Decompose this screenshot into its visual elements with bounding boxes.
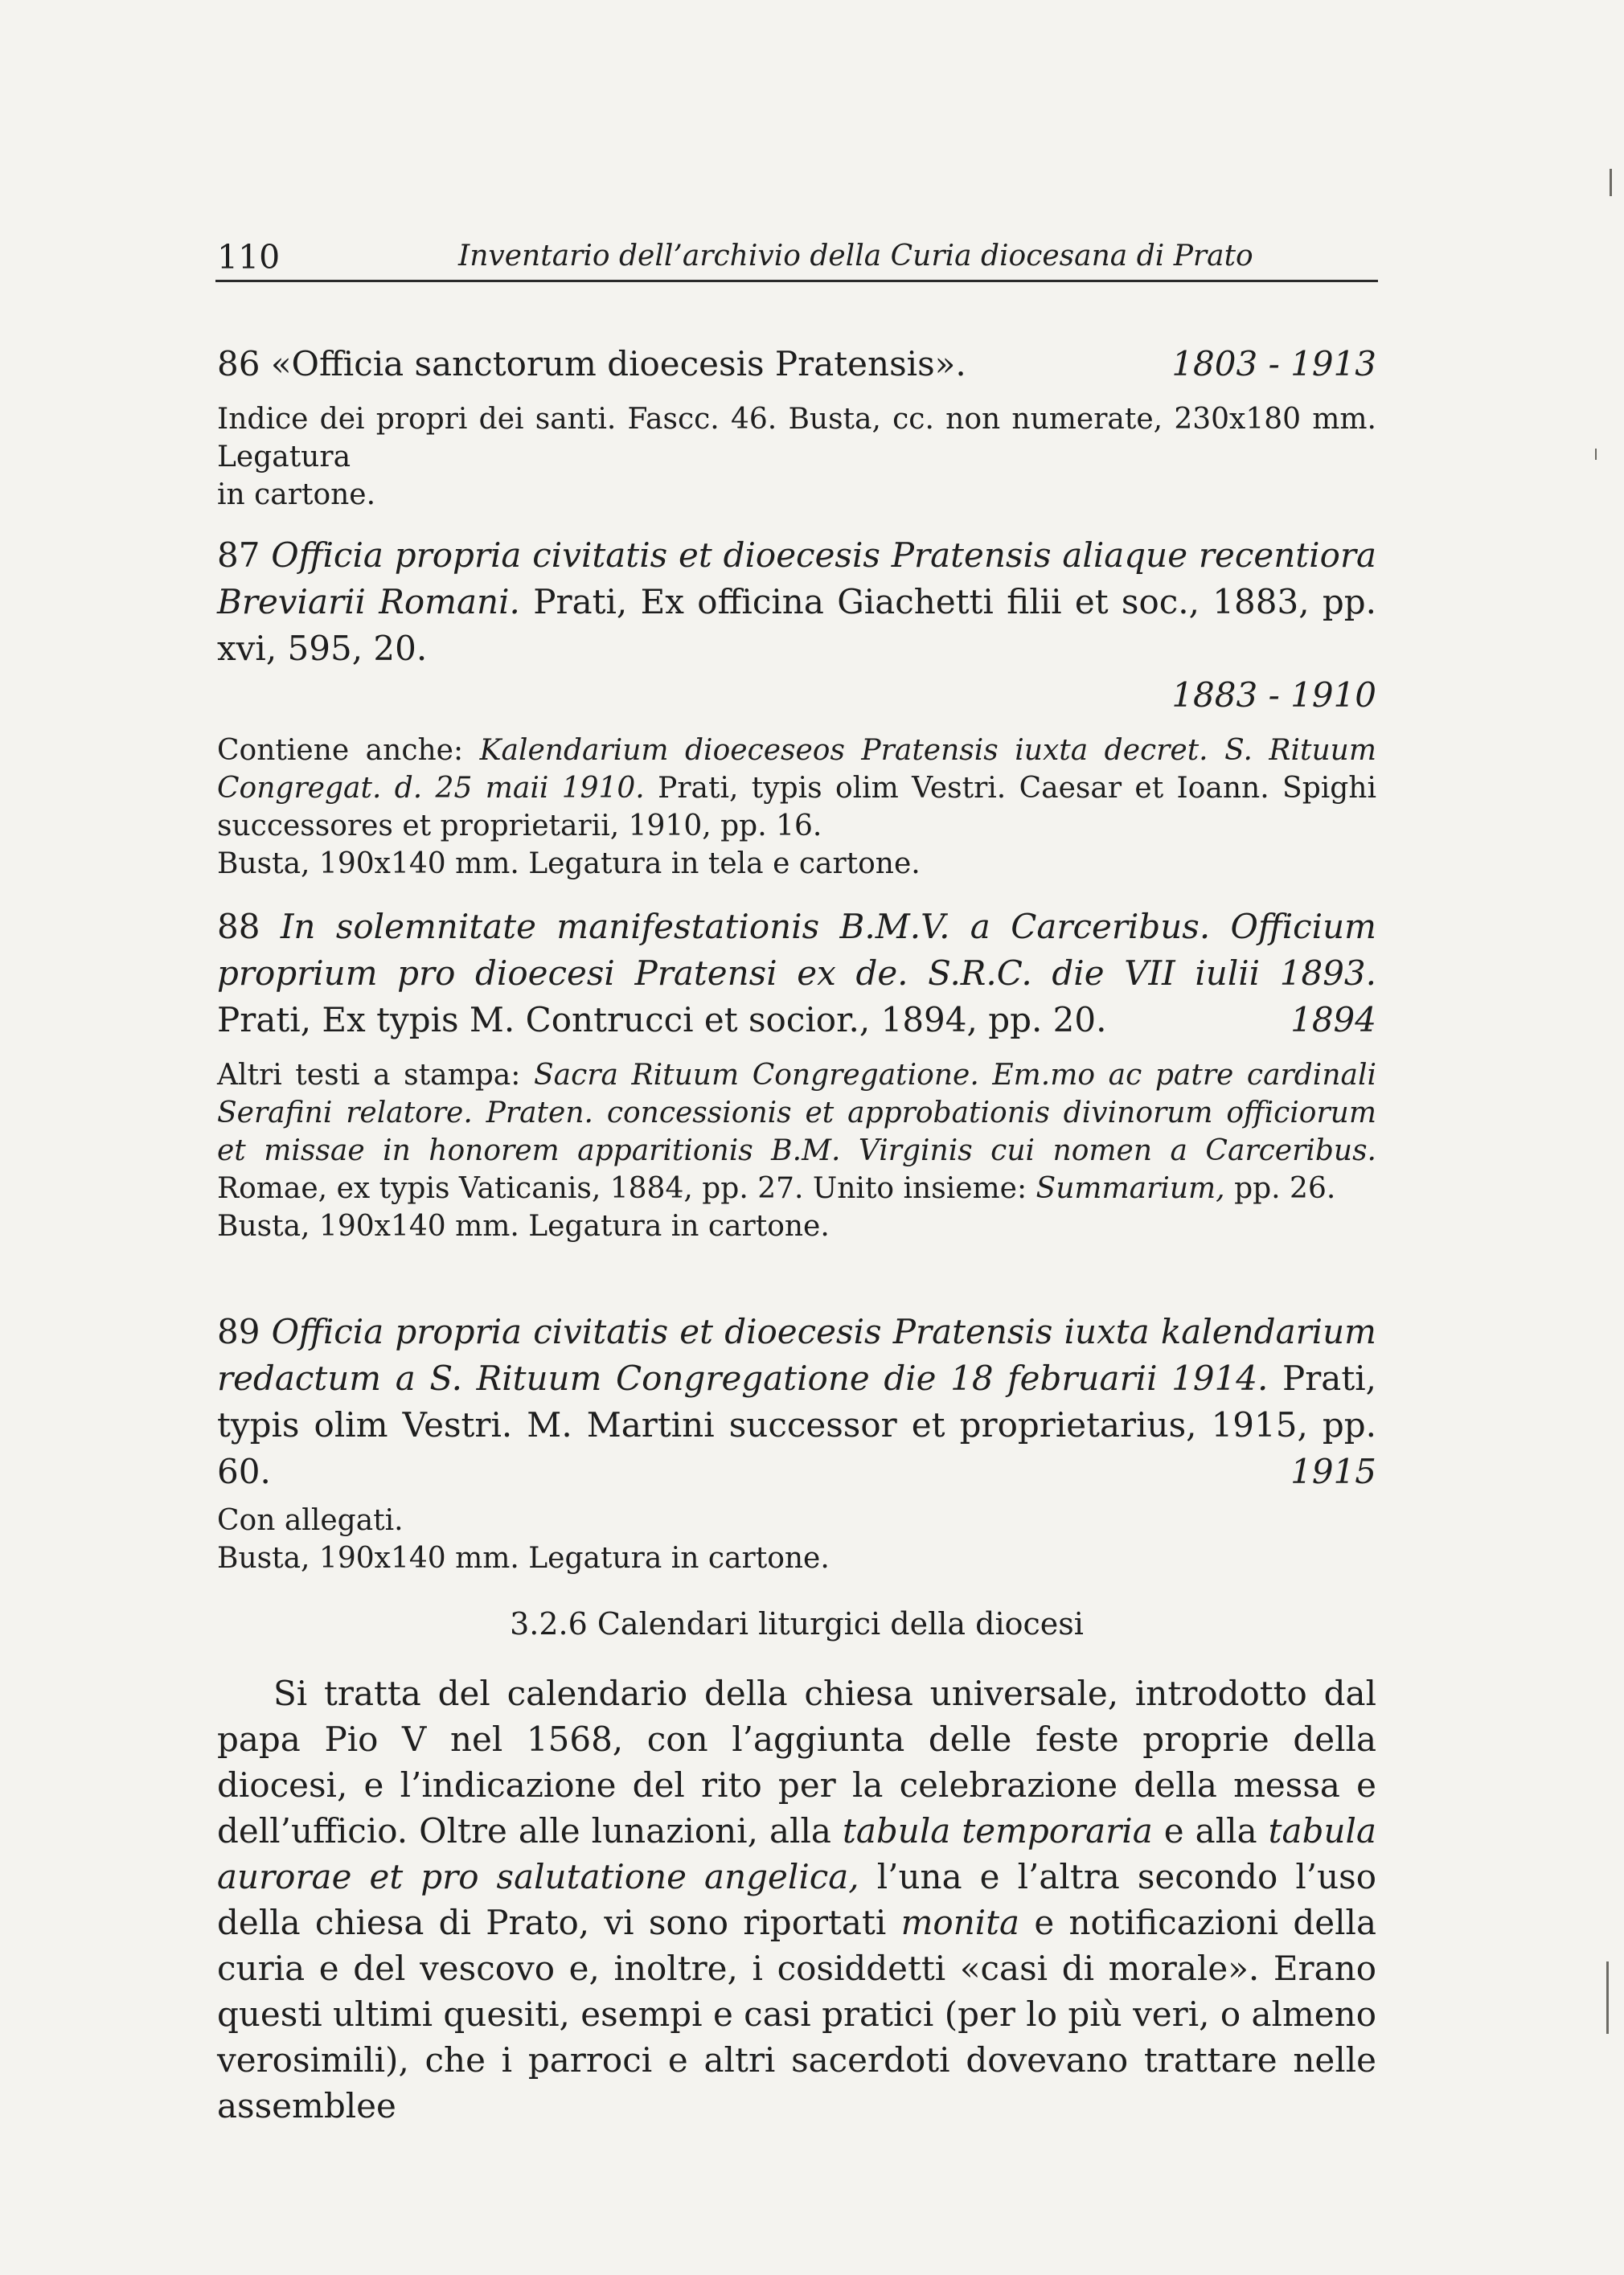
entry-desc-line: Con allegati. xyxy=(217,1504,404,1537)
entry-description xyxy=(217,1502,1376,1577)
entry-date: 1915 xyxy=(1290,1452,1376,1491)
entry-number: 86 xyxy=(217,344,260,383)
entry-date: 1803 - 1913 xyxy=(1171,344,1376,383)
entry-86 xyxy=(217,341,1376,514)
entry-desc-mid: Romae, ex typis Vaticanis, 1884, pp. 27. Unito insieme: xyxy=(217,1172,1027,1205)
entry-number: 88 xyxy=(217,907,260,946)
entry-number: 87 xyxy=(217,535,260,575)
entry-title xyxy=(217,904,1376,1043)
entry-desc-rest: Prati, typis olim Vestri. Caesar et Ioann. Spighi successores et proprietarii, 1910, pp. 16. xyxy=(217,772,1376,842)
entry-desc-last: Busta, 190x140 mm. Legatura in cartone. xyxy=(217,1210,830,1243)
entry-title xyxy=(217,532,1376,672)
page-number: 110 xyxy=(217,238,281,277)
entry-desc-prefix: Contiene anche: xyxy=(217,734,464,767)
entry-description xyxy=(217,732,1376,883)
entry-desc-end: pp. 26. xyxy=(1234,1172,1336,1205)
entry-desc-line: in cartone. xyxy=(217,478,376,511)
entry-number: 89 xyxy=(217,1312,260,1351)
entry-title-rest: Prati, Ex typis M. Contrucci et socior., 1894, pp. 20. xyxy=(217,1000,1107,1039)
entry-title-rest: Prati, Ex officina Giachetti filii et soc., 1883, pp. xvi, 595, 20. xyxy=(217,582,1376,668)
entry-title xyxy=(217,1309,1376,1495)
entry-desc-italic: Kalendarium dioeceseos Pratensis iuxta decret. S. Rituum Congregat. d. 25 maii 1910. xyxy=(217,734,1376,805)
entry-title-rest: Prati, typis olim Vestri. M. Martini successor et proprietarius, 1915, pp. 60. xyxy=(217,1359,1376,1491)
entry-date: 1894 xyxy=(1290,1000,1376,1039)
paragraph-italic: tabula aurorae et pro salutatione angelica, xyxy=(217,1811,1376,1896)
entry-87 xyxy=(217,532,1376,883)
entry-desc-last: Busta, 190x140 mm. Legatura in tela e cartone. xyxy=(217,847,921,880)
paragraph-text: e notificazioni della curia e del vescovo e, inoltre, i cosiddetti «casi di morale». Erano questi ultimi quesiti, esempi e casi pratici (per lo più veri, o almeno verosimili), che i parroci e altri sacerdoti dovevano trattare nelle assemblee xyxy=(217,1903,1376,2125)
paragraph-text: e alla xyxy=(1163,1811,1257,1851)
paragraph-italic: monita xyxy=(900,1903,1020,1942)
entry-title-text: «Officia sanctorum dioecesis Pratensis». xyxy=(270,344,966,383)
entry-desc-prefix: Altri testi a stampa: xyxy=(217,1059,521,1092)
section-heading: 3.2.6 Calendari liturgici della diocesi xyxy=(510,1606,1084,1642)
entry-desc-last: Busta, 190x140 mm. Legatura in cartone. xyxy=(217,1542,830,1575)
entry-title-italic: Officia propria civitatis et dioecesis Pratensis iuxta kalendarium redactum a S. Rituum Congregatione die 18 februarii 1914. xyxy=(217,1312,1376,1398)
section-paragraph xyxy=(217,1670,1376,2129)
scan-mark xyxy=(1606,1961,1609,2034)
scan-mark xyxy=(1595,449,1597,460)
paragraph-text: l’una e l’altra secondo l’uso della chiesa di Prato, vi sono riportati xyxy=(217,1857,1377,1942)
entry-desc-line: Indice dei propri dei santi. Fascc. 46. Busta, cc. non numerate, 230x180 mm. Legatura xyxy=(217,403,1376,473)
entry-description xyxy=(217,400,1376,514)
paragraph-text: Si tratta del calendario della chiesa universale, introdotto dal papa Pio V nel 1568, con l’aggiunta delle feste proprie della diocesi, e l’indicazione del rito per la celebrazione della messa e dell’ufficio. Oltre alle lunazioni, alla xyxy=(217,1674,1376,1851)
entry-date: 1883 - 1910 xyxy=(1171,675,1376,715)
scan-mark xyxy=(1610,169,1612,196)
entry-89 xyxy=(217,1309,1376,1577)
entry-desc-italic-2: Summarium, xyxy=(1036,1172,1225,1205)
entry-title-italic: Officia propria civitatis et dioecesis Pratensis aliaque recentiora Breviarii Romani. xyxy=(217,535,1376,621)
page-header xyxy=(215,238,1378,282)
paragraph-italic: tabula temporaria xyxy=(842,1811,1153,1851)
entry-title-italic: In solemnitate manifestationis B.M.V. a Carceribus. Officium proprium pro dioecesi Pratensi ex de. S.R.C. die VII iulii 1893. xyxy=(217,907,1376,993)
entry-title xyxy=(217,341,1376,387)
entry-desc-italic: Sacra Rituum Congregatione. Em.mo ac patre cardinali Serafini relatore. Praten. concessionis et approbationis divinorum officiorum et missae in honorem apparitionis B.M. Virginis cui nomen a Carceribus. xyxy=(217,1059,1377,1167)
running-title: Inventario dell’archivio della Curia diocesana di Prato xyxy=(458,240,1253,273)
entry-description xyxy=(217,1056,1376,1245)
entry-88 xyxy=(217,904,1376,1245)
